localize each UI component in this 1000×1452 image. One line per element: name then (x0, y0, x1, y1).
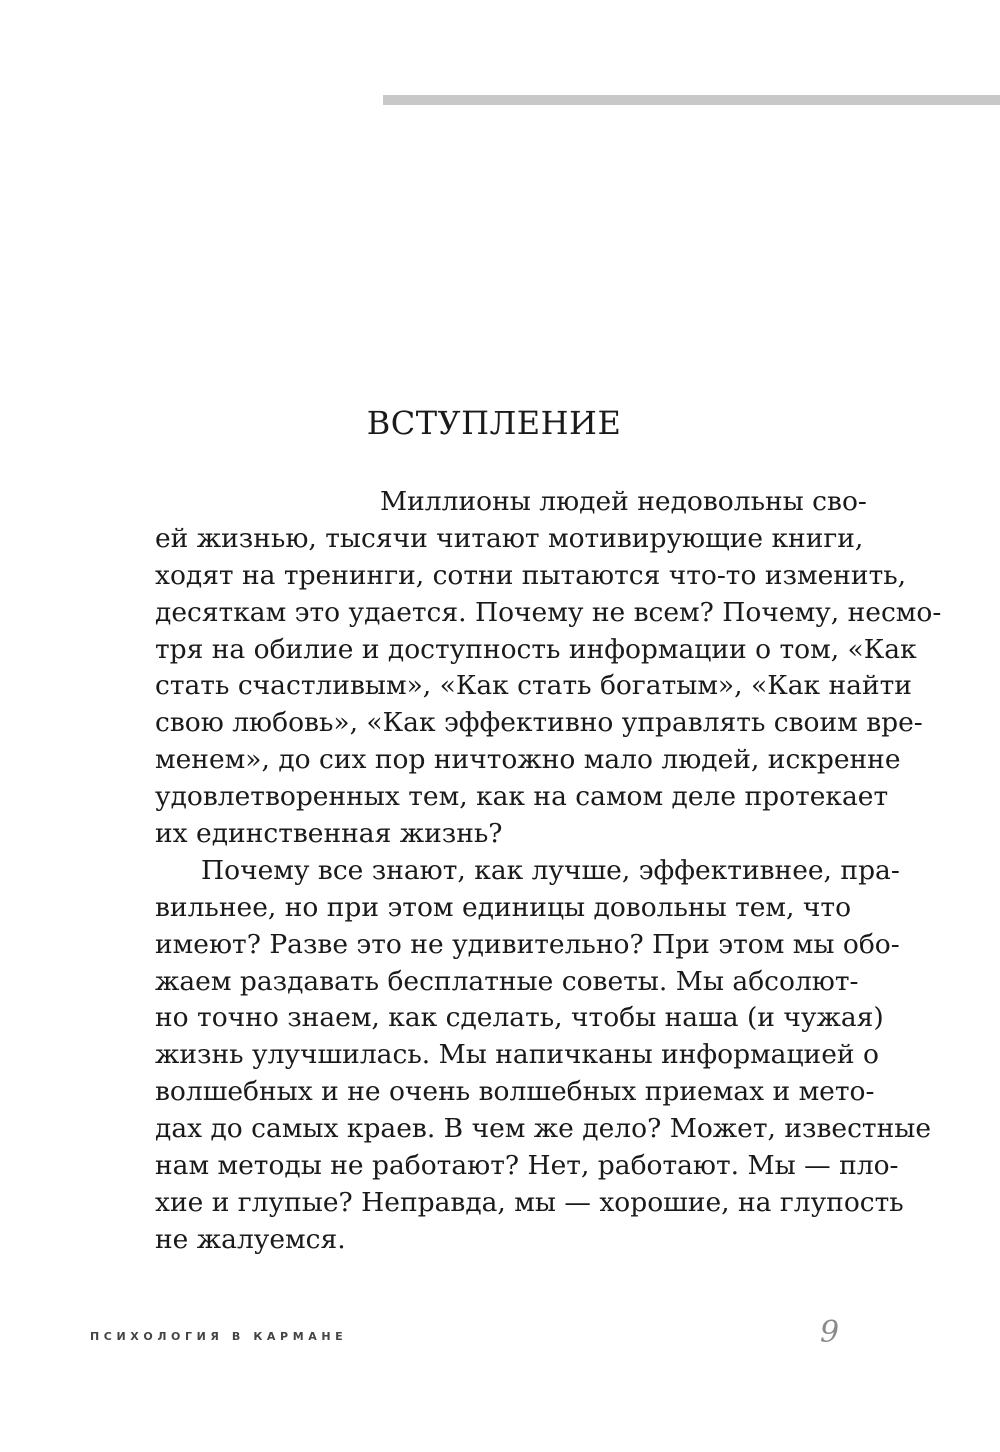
paragraph-1 (155, 484, 942, 853)
text-line: стать счастливым», «Как стать богатым», «Как найти (155, 670, 912, 702)
text-line: но точно знаем, как сделать, чтобы наша (и чужая) (155, 1002, 884, 1034)
paragraph-2 (155, 853, 932, 1259)
page-number: 9 (820, 1315, 840, 1350)
text-line: удовлетворенных тем, как на самом деле протекает (155, 781, 889, 813)
text-line: имеют? Разве это не удивительно? При этом мы обо- (155, 928, 900, 960)
text-line: Почему все знают, как лучше, эффективнее, пра- (201, 854, 900, 886)
text-line: ей жизнью, тысячи читают мотивирующие книги, (155, 522, 864, 554)
text-line: тря на обилие и доступность информации о том, «Как (155, 633, 917, 665)
text-line: дах до самых краев. В чем же дело? Может, известные (155, 1113, 932, 1145)
running-footer-title: ПСИХОЛОГИЯ В КАРМАНЕ (90, 1330, 348, 1343)
text-line: их единственная жизнь? (155, 818, 503, 850)
text-line: волшебных и не очень волшебных приемах и мето- (155, 1076, 875, 1108)
text-line: ходят на тренинги, сотни пытаются что-то изменить, (155, 559, 907, 591)
text-line: не жалуемся. (155, 1223, 346, 1255)
body-text (155, 484, 942, 1259)
text-line: Миллионы людей недовольны сво- (380, 486, 867, 517)
chapter-title: ВСТУПЛЕНИЕ (366, 404, 622, 442)
text-line: десяткам это удается. Почему не всем? Почему, несмо- (155, 596, 942, 628)
text-line: свою любовь», «Как эффективно управлять своим вре- (155, 707, 923, 739)
text-line: менем», до сих пор ничтожно мало людей, искренне (155, 744, 901, 776)
text-line: вильнее, но при этом единицы довольны тем, что (155, 891, 852, 923)
text-line: нам методы не работают? Нет, работают. Мы — пло- (155, 1150, 899, 1182)
text-line: жаем раздавать бесплатные советы. Мы абсолют- (155, 965, 859, 997)
text-line: хие и глупые? Неправда, мы — хорошие, на глупость (155, 1186, 904, 1218)
top-decorative-rule (383, 95, 1000, 105)
text-line: жизнь улучшилась. Мы напичканы информацией о (155, 1039, 879, 1071)
